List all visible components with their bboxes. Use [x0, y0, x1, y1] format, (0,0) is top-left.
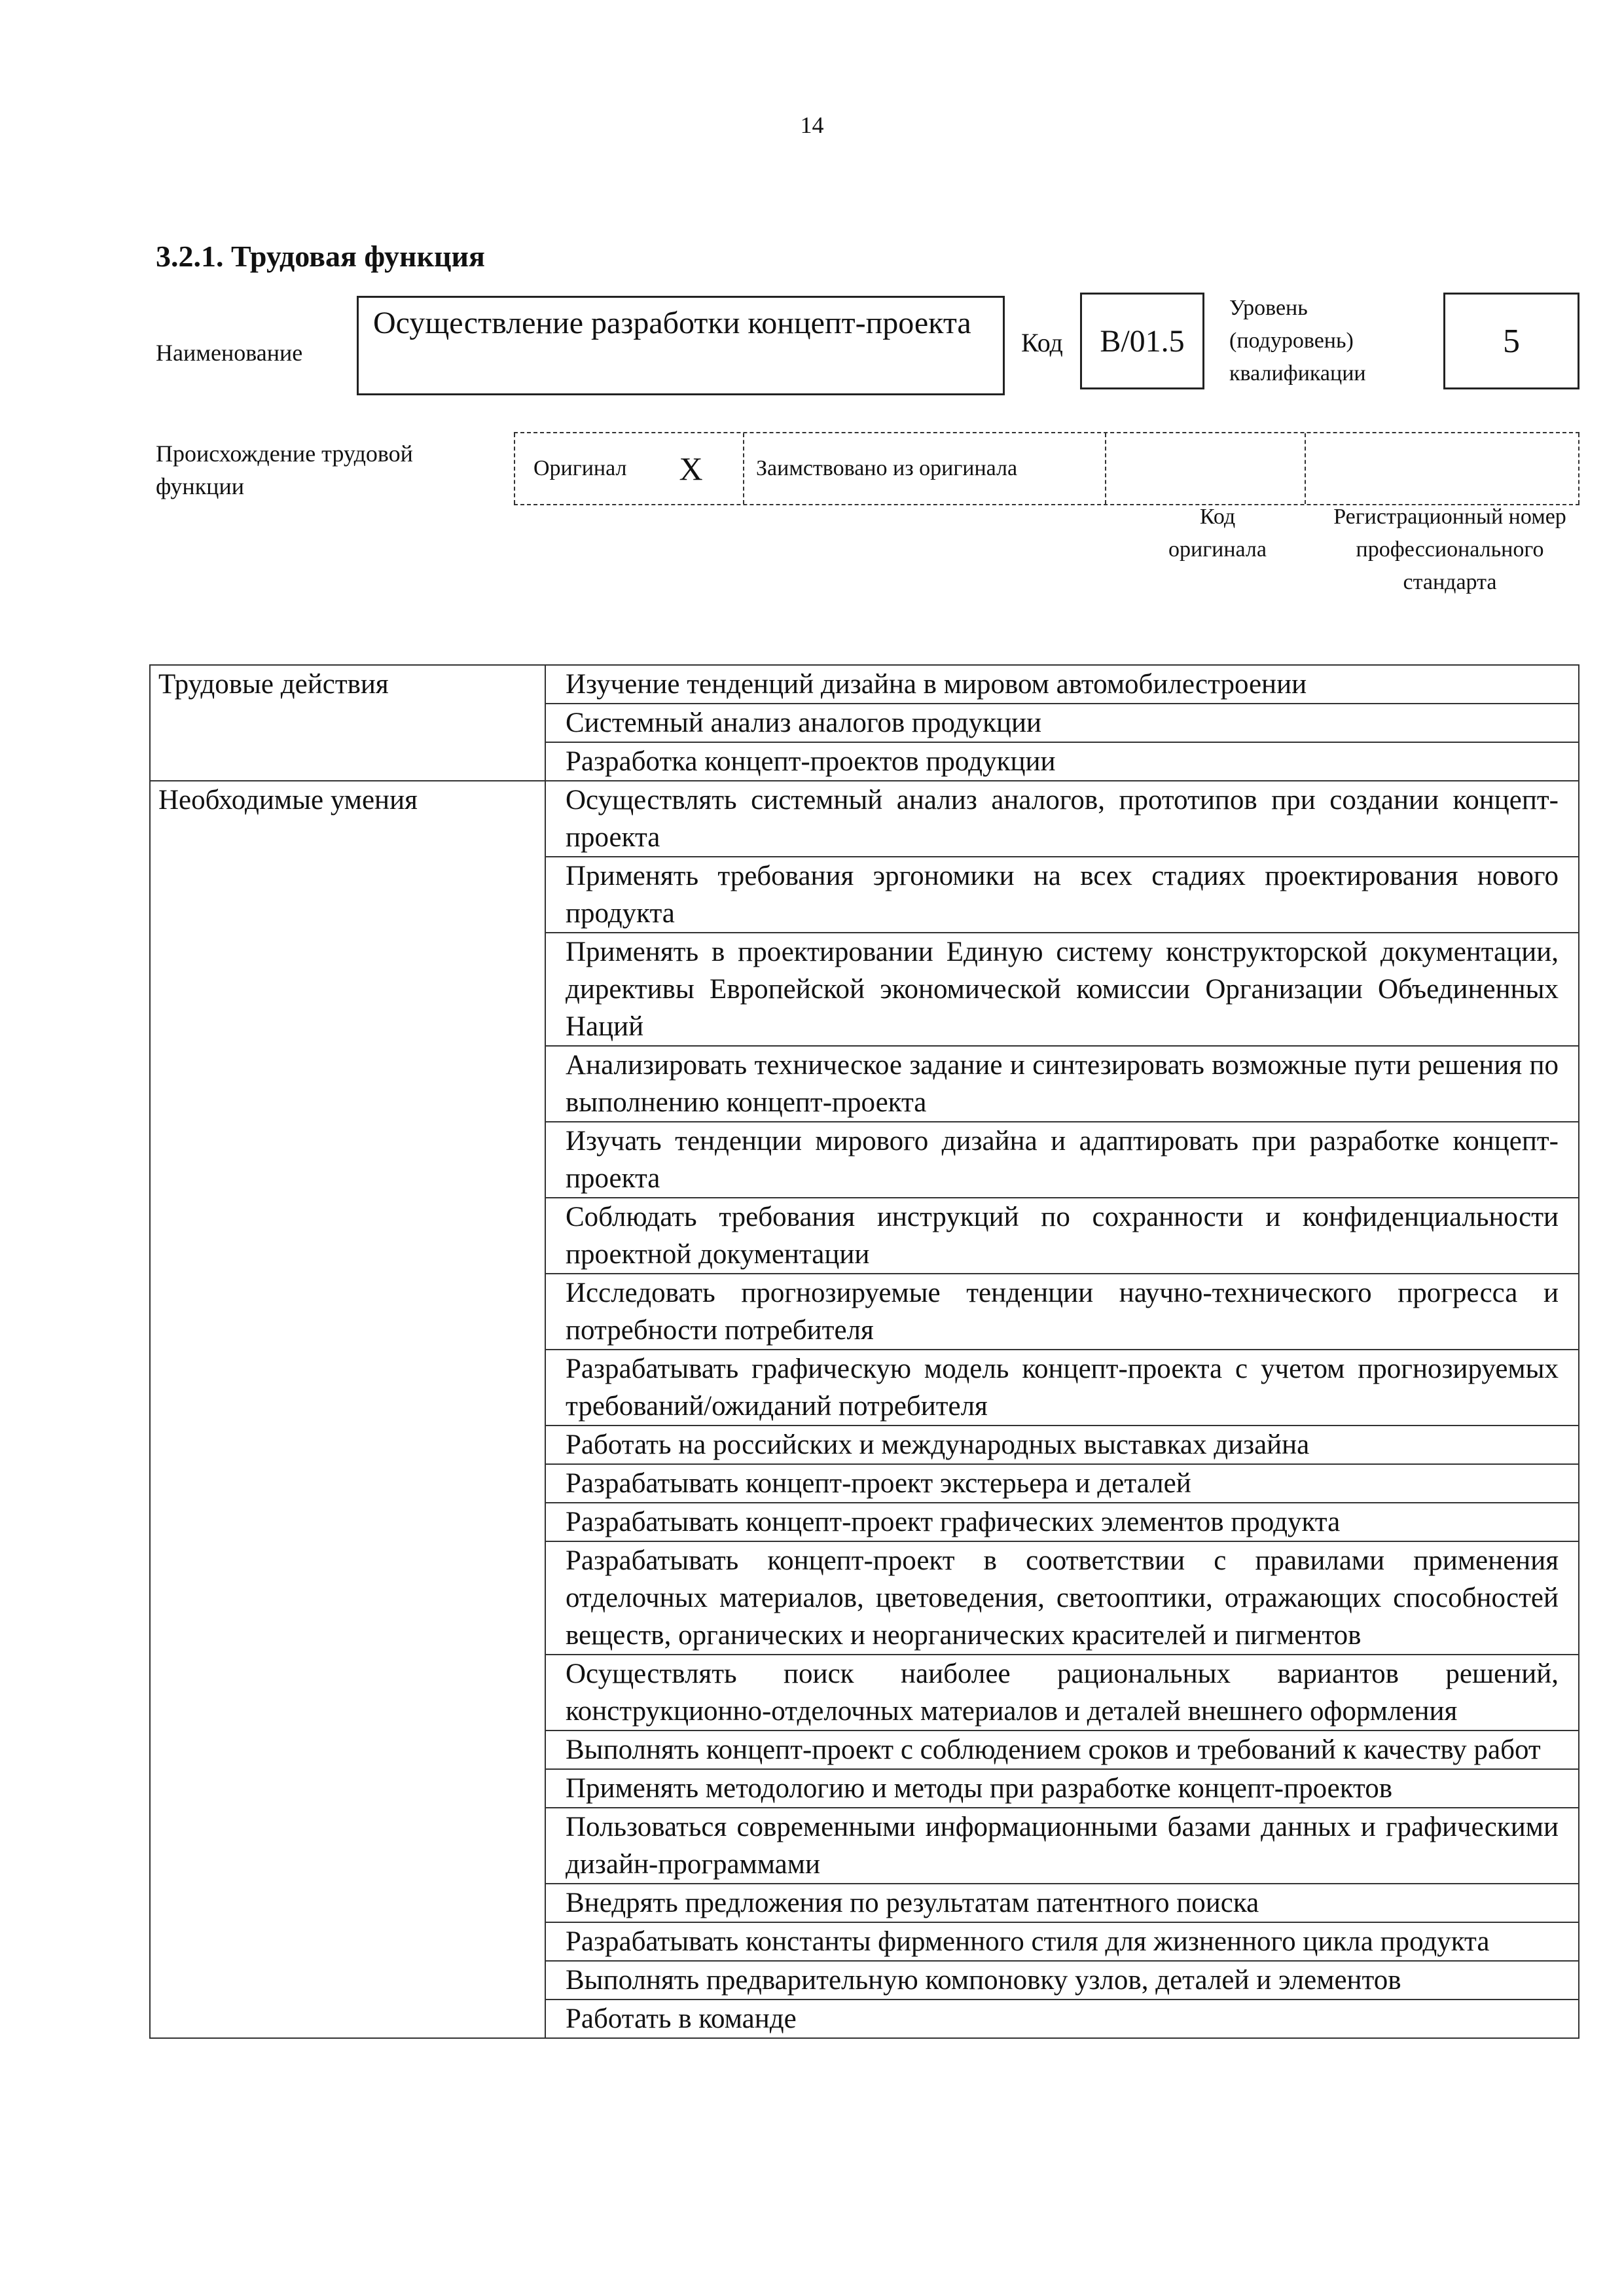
- table-row: [150, 665, 1579, 704]
- skills-item: Осуществлять системный анализ аналогов, прототипов при создании концепт-проекта: [545, 781, 1579, 857]
- origin-reg-cell: [1305, 433, 1579, 504]
- origin-code-cell: [1105, 433, 1305, 504]
- labor-actions-item: Разработка концепт-проектов продукции: [545, 742, 1579, 781]
- skills-item: Выполнять концепт-проект с соблюдением сроков и требований к качеству работ: [545, 1731, 1579, 1769]
- level-value-box: [1443, 293, 1579, 389]
- skills-item: Осуществлять поиск наиболее рациональных вариантов решений, конструкционно-отделочных материалов и деталей внешнего оформления: [545, 1655, 1579, 1731]
- original-mark: X: [679, 450, 703, 487]
- skills-item: Разрабатывать графическую модель концепт-проекта с учетом прогнозируемых требований/ожиданий потребителя: [545, 1350, 1579, 1426]
- skills-item: Применять требования эргономики на всех стадиях проектирования нового продукта: [545, 857, 1579, 933]
- labor-actions-item: Изучение тенденций дизайна в мировом автомобилестроении: [545, 665, 1579, 704]
- level-value: 5: [1503, 322, 1520, 360]
- code-value-box: [1080, 293, 1204, 389]
- name-label: Наименование: [156, 340, 303, 366]
- code-value: B/01.5: [1100, 323, 1185, 359]
- code-label: Код: [1021, 328, 1063, 357]
- skills-item: Применять методологию и методы при разработке концепт-проектов: [545, 1769, 1579, 1808]
- level-label: [1229, 292, 1366, 390]
- level-label-line2: (подуровень): [1229, 329, 1354, 353]
- skills-item: Анализировать техническое задание и синтезировать возможные пути решения по выполнению концепт-проекта: [545, 1046, 1579, 1122]
- skills-item: Соблюдать требования инструкций по сохранности и конфиденциальности проектной документации: [545, 1198, 1579, 1274]
- origin-borrowed-cell: [743, 433, 1105, 504]
- labor-actions-item: Системный анализ аналогов продукции: [545, 704, 1579, 742]
- skills-item: Работать на российских и международных выставках дизайна: [545, 1426, 1579, 1464]
- original-label: Оригинал: [533, 456, 627, 480]
- skills-item: Разрабатывать константы фирменного стиля для жизненного цикла продукта: [545, 1922, 1579, 1961]
- name-value: Осуществление разработки концепт-проекта: [373, 306, 971, 340]
- name-value-box: [357, 296, 1005, 395]
- level-label-line3: квалификации: [1229, 361, 1366, 386]
- skills-item: Исследовать прогнозируемые тенденции научно-технического прогресса и потребности потребителя: [545, 1274, 1579, 1350]
- labor-actions-heading: Трудовые действия: [150, 665, 545, 781]
- origin-label: Происхождение трудовой функции: [156, 440, 413, 499]
- code-caption: [1106, 501, 1329, 566]
- code-caption-line2: оригинала: [1168, 537, 1267, 562]
- level-label-line1: Уровень: [1229, 296, 1308, 320]
- borrowed-label: Заимствовано из оригинала: [756, 456, 1018, 480]
- labor-function-table: [149, 664, 1579, 2039]
- origin-original-cell: [514, 433, 743, 504]
- skills-item: Выполнять предварительную компоновку узлов, деталей и элементов: [545, 1961, 1579, 2000]
- code-caption-line1: Код: [1199, 505, 1236, 529]
- origin-row: [514, 432, 1579, 505]
- skills-item: Разрабатывать концепт-проект графических элементов продукта: [545, 1503, 1579, 1541]
- skills-item: Разрабатывать концепт-проект экстерьера и деталей: [545, 1464, 1579, 1503]
- skills-item: Работать в команде: [545, 2000, 1579, 2038]
- skills-heading: Необходимые умения: [150, 781, 545, 2038]
- skills-item: Внедрять предложения по результатам патентного поиска: [545, 1884, 1579, 1922]
- reg-caption: Регистрационный номер профессионального стандарта: [1333, 505, 1566, 594]
- skills-item: Пользоваться современными информационными базами данных и графическими дизайн-программами: [545, 1808, 1579, 1884]
- table-row: [150, 781, 1579, 857]
- page-number: 14: [800, 112, 824, 138]
- section-title: 3.2.1. Трудовая функция: [156, 240, 485, 273]
- skills-item: Применять в проектировании Единую систему конструкторской документации, директивы Европейской экономической комиссии Организации Объединенных Наций: [545, 933, 1579, 1046]
- skills-item: Изучать тенденции мирового дизайна и адаптировать при разработке концепт-проекта: [545, 1122, 1579, 1198]
- skills-item: Разрабатывать концепт-проект в соответствии с правилами применения отделочных материалов, цветоведения, светооптики, отражающих способностей веществ, органических и неорганических красителей и пигментов: [545, 1541, 1579, 1655]
